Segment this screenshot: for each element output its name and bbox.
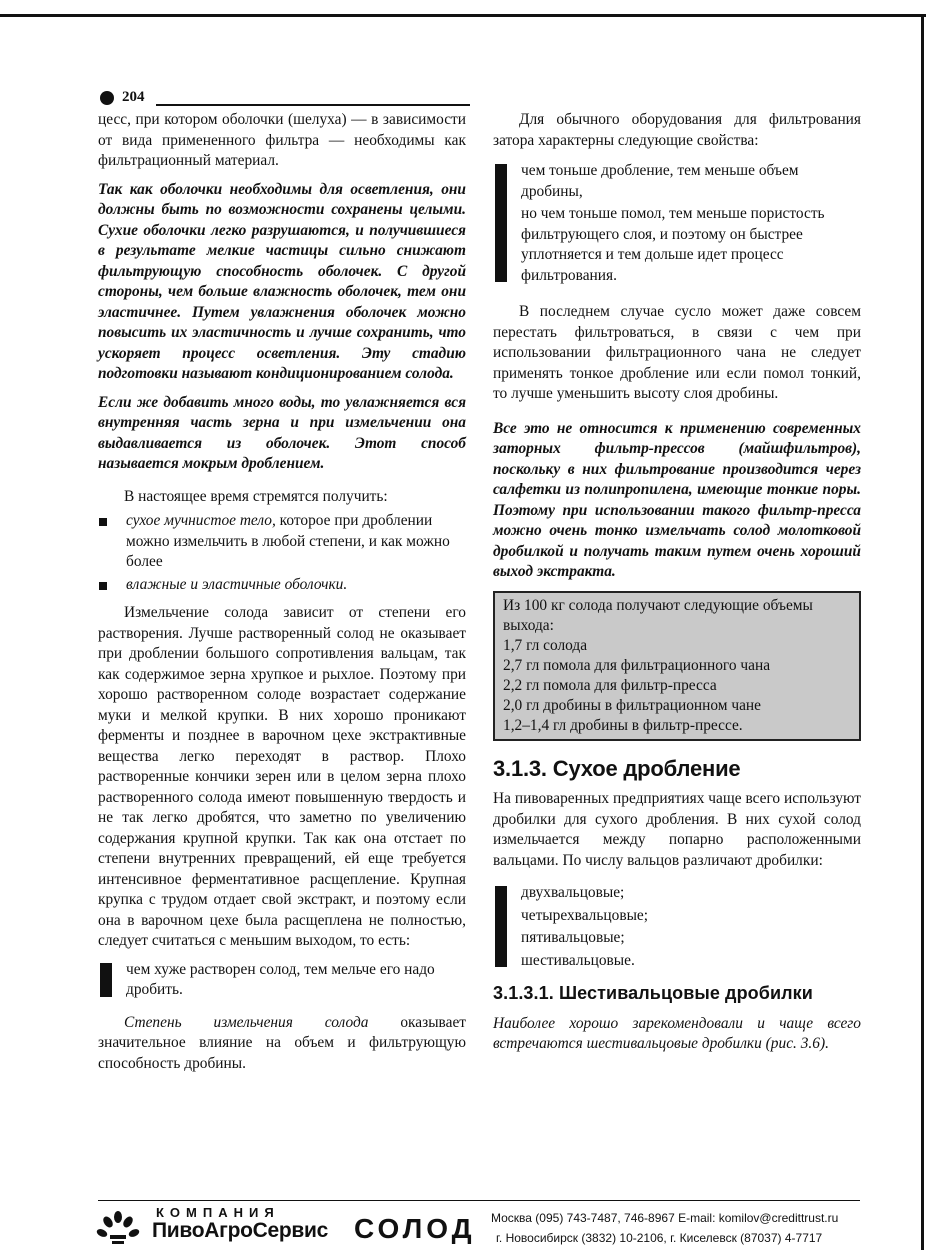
list-item: четырехвальцовые;: [521, 906, 649, 924]
right-column: [493, 110, 861, 1063]
paragraph: Наиболее хорошо зарекомендовали и чаще всего встречаются шестивальцовые дробилки (рис. 3.6).: [493, 1014, 861, 1052]
paragraph: Для обычного оборудования для фильтрования затора характерны следующие свойства:: [493, 111, 861, 149]
contacts-line: г. Новосибирск (3832) 10-2106, г. Киселевск (87037) 4-7717: [496, 1231, 823, 1245]
yield-box: [493, 591, 861, 741]
paragraph: цесс, при котором оболочки (шелуха) — в зависимости от вида примененного фильтра — необходимы как фильтрационный материал.: [98, 111, 466, 169]
page-number: 204: [122, 89, 145, 105]
footer-ad: [96, 1203, 926, 1250]
list-item: но чем тоньше помол, тем меньше пористость фильтрующего слоя, и поэтому он быстрее уплотняется и тем дольше идет процесс фильтрования.: [521, 205, 825, 284]
bullet-dot-icon: [100, 91, 114, 105]
paragraph: Измельчение солода зависит от степени его растворения. Лучше растворенный солод не оказывает при дроблении большого сопротивления вальцам, так как содержимое зерна хрупкое и рыхлое. Поэтому при хорошо растворенном солоде возрастает содержание муки и мелкой крупки. В них хорошо проникают ферменты и позднее в варочном цехе экстрактивные вещества легко переходят в раствор. Плохо растворенные кончики зерен или в целом зерна плохо растворенного солода имеют повышенную твердость и не так легко дробятся, что заметно по увеличению содержания крупной крупки. Так как она отстает по степени внутренних превращений, ей еще требуется интенсивное ферментативное расщепление. Крупная крупка с трудом отдает свой экстракт, и поэтому если она в варочном цехе была расщеплена не полностью, следует считаться с меньшим выходом, то есть:: [98, 604, 466, 949]
paragraph: В последнем случае сусло может даже совсем перестать фильтроваться, в связи с чем при использовании фильтрационного чана не следует применять тонкое дробление или если помол тонкий, то лучше уменьшить высоту слоя дробины.: [493, 303, 861, 402]
page-header: [100, 89, 470, 107]
list-item: сухое мучнистое тело, которое при дроблении можно измельчить в любой степени, и как можно более: [126, 511, 466, 573]
footer-rule: [98, 1200, 860, 1201]
bar-marker: [100, 963, 112, 997]
paragraph-emphasis: Если же добавить много воды, то увлажняется вся внутренняя часть зерна и при измельчении она выдавливается из оболочек. Этот способ называется мокрым дроблением.: [98, 393, 466, 472]
paragraph: Степень измельчения солода оказывает значительное влияние на объем и фильтрующую способность дробины.: [98, 1013, 466, 1072]
subsection-heading: 3.1.3.1. Шестивальцовые дробилки: [493, 983, 813, 1003]
left-column: [98, 110, 466, 1082]
paragraph: На пивоваренных предприятиях чаще всего используют дробилки для сухого дробления. В них сухой солод измельчается между попарно расположенными вальцами. По числу вальцов различают дробилки:: [493, 790, 861, 869]
top-rule: [0, 14, 926, 17]
bar-marker: [495, 164, 507, 282]
box-line: Из 100 кг солода получают следующие объемы выхода:: [503, 596, 813, 634]
company-label: КОМПАНИЯ: [156, 1205, 280, 1220]
list-item: шестивальцовые.: [521, 951, 635, 969]
bar-list: [493, 883, 861, 971]
box-line: 2,2 гл помола для фильтр-пресса: [503, 676, 717, 694]
contacts-line: Москва (095) 743-7487, 746-8967 E-mail: komilov@credittrust.ru: [491, 1211, 839, 1225]
box-line: 2,7 гл помола для фильтрационного чана: [503, 656, 771, 674]
list-item: пятивальцовые;: [521, 929, 625, 946]
bar-list: [493, 161, 861, 286]
paragraph: В настоящее время стремятся получить:: [124, 487, 388, 505]
box-line: 2,0 гл дробины в фильтрационном чане: [503, 696, 762, 714]
section-heading: 3.1.3. Сухое дробление: [493, 755, 741, 781]
bar-marker: [495, 886, 507, 967]
box-line: 1,2–1,4 гл дробины в фильтр-прессе.: [503, 716, 743, 734]
list-item: влажные и эластичные оболочки.: [126, 575, 466, 596]
list-item: чем хуже растворен солод, тем мельче его надо дробить.: [126, 960, 435, 998]
bar-list: [98, 960, 466, 1001]
right-rule: [921, 14, 924, 1250]
brand-name: ПивоАгроСервис: [152, 1219, 329, 1242]
header-rule: [156, 104, 470, 106]
product-name: СОЛОД: [354, 1213, 476, 1244]
wheat-logo-icon: [96, 1209, 140, 1247]
bullet-list: [98, 511, 466, 595]
list-item: двухвальцовые;: [521, 884, 625, 901]
paragraph-emphasis: Все это не относится к применению современных заторных фильтр-прессов (майшфильтров), поскольку в них фильтрование производится через салфетки из полипропилена, имеющие тонкие поры. Поэтому при использовании такого фильтр-пресса можно очень тонко измельчать солод молотковой дробилкой и получать таким путем очень хороший выход экстракта.: [493, 419, 861, 580]
paragraph-emphasis: Так как оболочки необходимы для осветления, они должны быть по возможности сохранены целыми. Сухие оболочки легко разрушаются, и получившиеся в результате мелкие частицы сильно снижают фильтрующую способность оболочек. С другой стороны, чем больше влажность оболочек, тем они эластичнее. Путем увлажнения оболочек можно повысить их эластичность и лучше сохранить, что ускоряет процесс осветления. Эту стадию подготовки называют кондиционированием солода.: [98, 180, 466, 382]
box-line: 1,7 гл солода: [503, 636, 588, 654]
list-item: чем тоньше дробление, тем меньше объем дробины,: [521, 162, 799, 200]
